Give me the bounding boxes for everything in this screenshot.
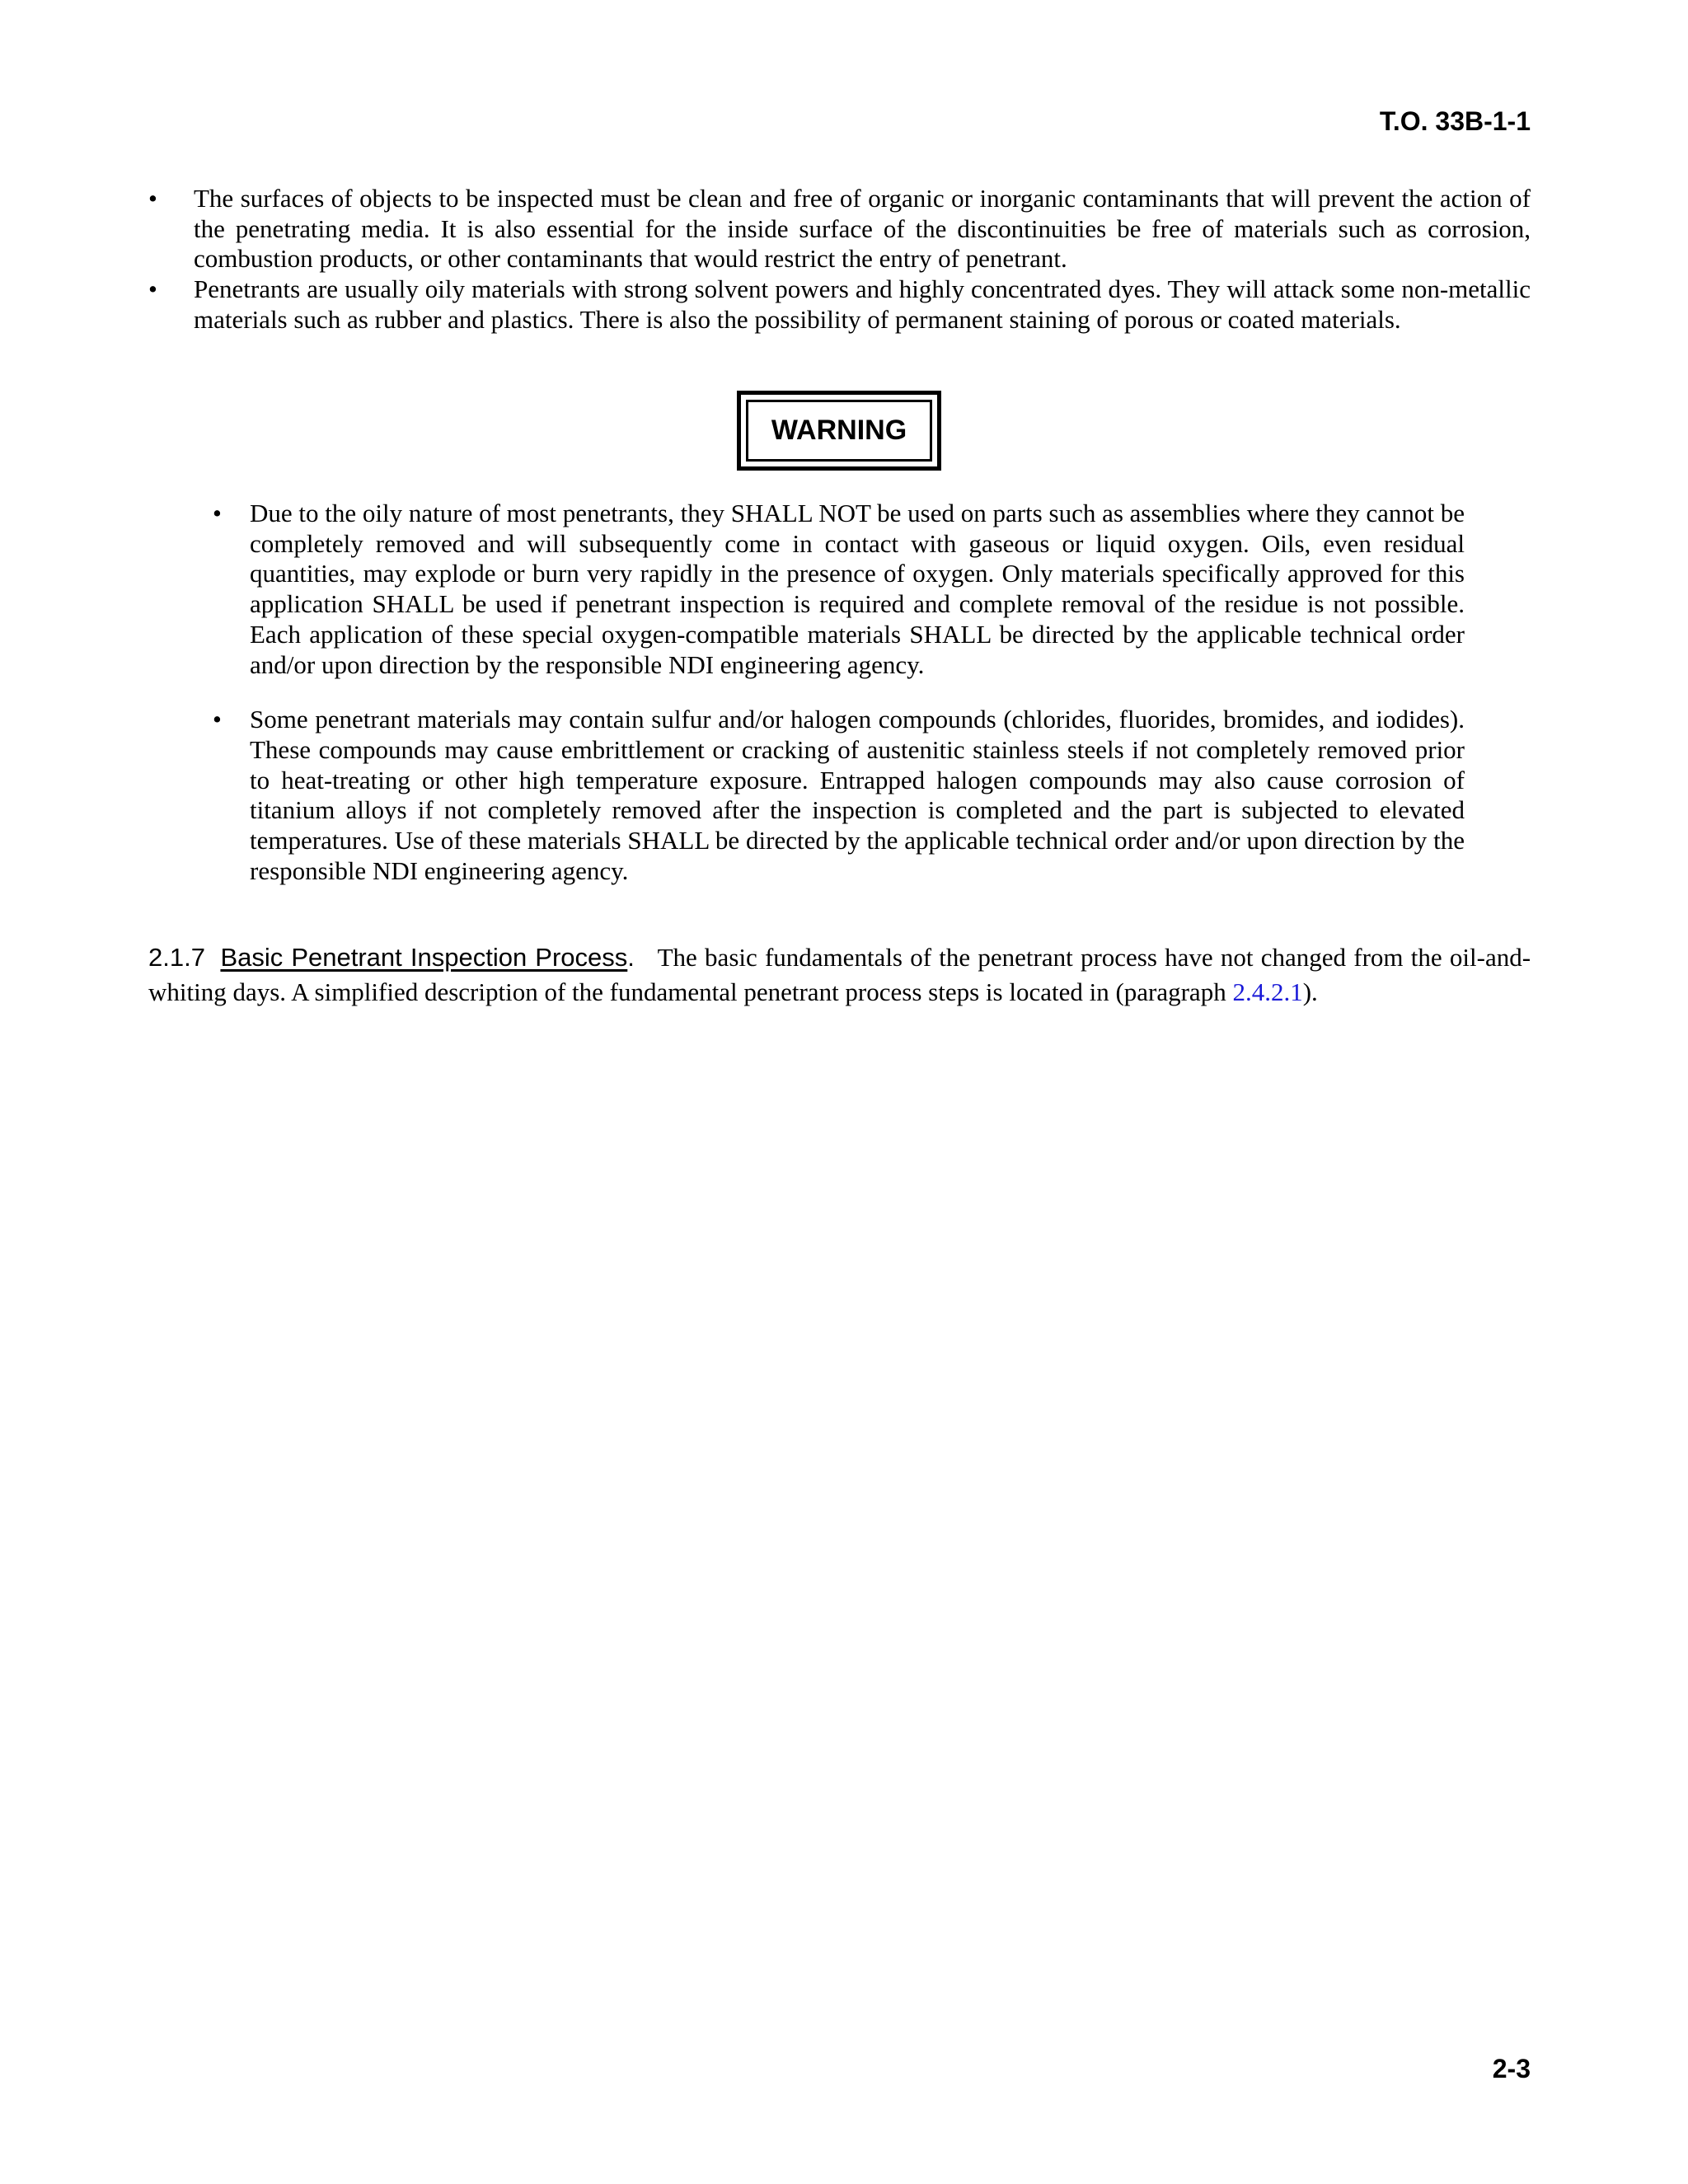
warning-item — [213, 705, 1465, 886]
section-paragraph — [148, 940, 1531, 1010]
paragraph-reference-link[interactable]: 2.4.2.1 — [1232, 977, 1303, 1006]
warning-box — [737, 391, 941, 471]
paragraph-text-end: ). — [1302, 977, 1318, 1006]
paragraph-title: Basic Penetrant Inspection Process — [220, 943, 628, 972]
list-item — [148, 274, 1531, 335]
paragraph-number: 2.1.7 — [148, 943, 205, 972]
document-id: T.O. 33B-1-1 — [1379, 106, 1531, 136]
precaution-list — [148, 184, 1531, 335]
list-item-text: Penetrants are usually oily materials with strong solvent powers and highly concentrated dyes. They will attack some non-metallic materials such as rubber and plastics. There is also the possibility of permanent staining of porous or coated materials. — [194, 274, 1531, 334]
list-item-text: The surfaces of objects to be inspected must be clean and free of organic or inorganic contaminants that will prevent the action of the penetrating media. It is also essential for the inside surface of the discontinuities be free of materials such as corrosion, combustion products, or other contaminants that would restrict the entry of penetrant. — [194, 184, 1531, 274]
bullet-icon: • — [148, 184, 157, 213]
warning-item — [213, 499, 1465, 680]
page-number: 2-3 — [1492, 2054, 1531, 2083]
paragraph-title-period: . — [627, 943, 635, 972]
bullet-icon: • — [213, 499, 222, 527]
bullet-icon: • — [148, 274, 157, 304]
list-item — [148, 184, 1531, 274]
warning-item-text: Some penetrant materials may contain sulfur and/or halogen compounds (chlorides, fluorides, bromides, and iodides). These compounds may cause embrittlement or cracking of austenitic stainless steels if not completely removed prior to heat-treating or other high temperature exposure. Entrapped halogen compounds may also cause corrosion of titanium alloys if not completely removed after the inspection is completed and the part is subjected to elevated temperatures. Use of these materials SHALL be directed by the applicable technical order and/or upon direction by the responsible NDI engineering agency. — [250, 705, 1465, 885]
warning-list — [213, 499, 1465, 911]
bullet-icon: • — [213, 705, 222, 734]
warning-label: WARNING — [746, 400, 932, 462]
paragraph-text: The basic fundamentals of the penetrant process have not changed from the oil-and-whiting days. A simplified description of the fundamental penetrant process steps is located in (paragraph — [148, 943, 1531, 1006]
warning-item-text: Due to the oily nature of most penetrants, they SHALL NOT be used on parts such as assemblies where they cannot be completely removed and will subsequently come in contact with gaseous or liquid oxygen. Oils, even residual quantities, may explode or burn very rapidly in the presence of oxygen. Only materials specifically approved for this application SHALL be used if penetrant inspection is required and complete removal of the residue is not possible. Each application of these special oxygen-compatible materials SHALL be directed by the applicable technical order and/or upon direction by the responsible NDI engineering agency. — [250, 499, 1465, 679]
